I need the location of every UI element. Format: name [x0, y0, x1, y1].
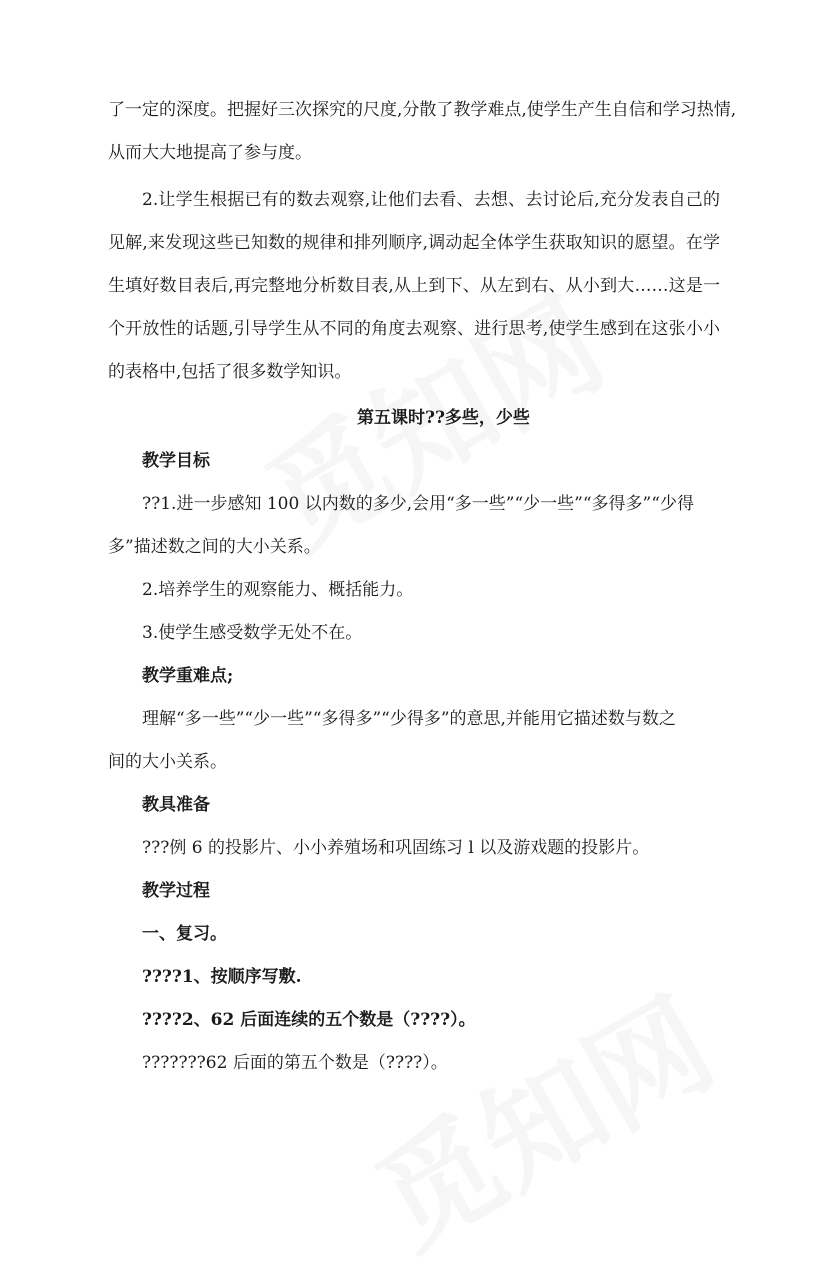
key-points-line-1: 理解“多一些”“少一些”“多得多”“少得多”的意思,并能用它描述数与数之: [142, 709, 676, 729]
paragraph-1-line-2: 从而大大地提高了参与度。: [108, 143, 312, 163]
objective-1-line-2: 多”描述数之间的大小关系。: [108, 537, 321, 557]
key-points-heading: 教学重难点;: [142, 666, 234, 686]
objective-3: 3.使学生感受数学无处不在。: [142, 623, 363, 643]
lesson-title: 第五课时??多些，少些: [357, 408, 530, 428]
paragraph-2: 2.让学生根据已有的数去观察,让他们去看、去想、去讨论后,充分发表自己的见解,来发现这些已知数的规律和排列顺序,调动起全体学生获取知识的愿望。在学生填好数目表后,再完整地分析数目表,从上到下、从左到右、从小到大……这是一个开放性的话题,引导学生从不同的角度去观察、进行思考,使学生感到在这张小小的表格中,包括了很多数学知识。: [108, 190, 720, 382]
process-step-1: ????1、按顺序写敷.: [142, 967, 302, 987]
objective-2: 2.培养学生的观察能力、概括能力。: [142, 580, 414, 600]
materials-text: ???例 6 的投影片、小小养殖场和巩固练习 l 以及游戏题的投影片。: [142, 838, 650, 858]
process-heading: 教学过程: [142, 881, 210, 901]
materials-heading: 教具准备: [142, 795, 210, 815]
paragraph-1-line-1: 了一定的深度。把握好三次探究的尺度,分散了教学难点,使学生产生自信和学习热情,: [108, 100, 737, 120]
objective-1-line-1: ??1.进一步感知 100 以内数的多少,会用“多一些”“少一些”“多得多”“少得: [142, 494, 694, 514]
watermark-bottom: [341, 952, 739, 1280]
process-section-1: 一、复习。: [142, 924, 227, 944]
objectives-heading: 教学目标: [142, 451, 210, 471]
process-step-3: ???????62 后面的第五个数是（????）。: [142, 1053, 448, 1073]
key-points-line-2: 间的大小关系。: [108, 752, 227, 772]
process-step-2: ????2、62 后面连续的五个数是（????）。: [142, 1010, 476, 1030]
